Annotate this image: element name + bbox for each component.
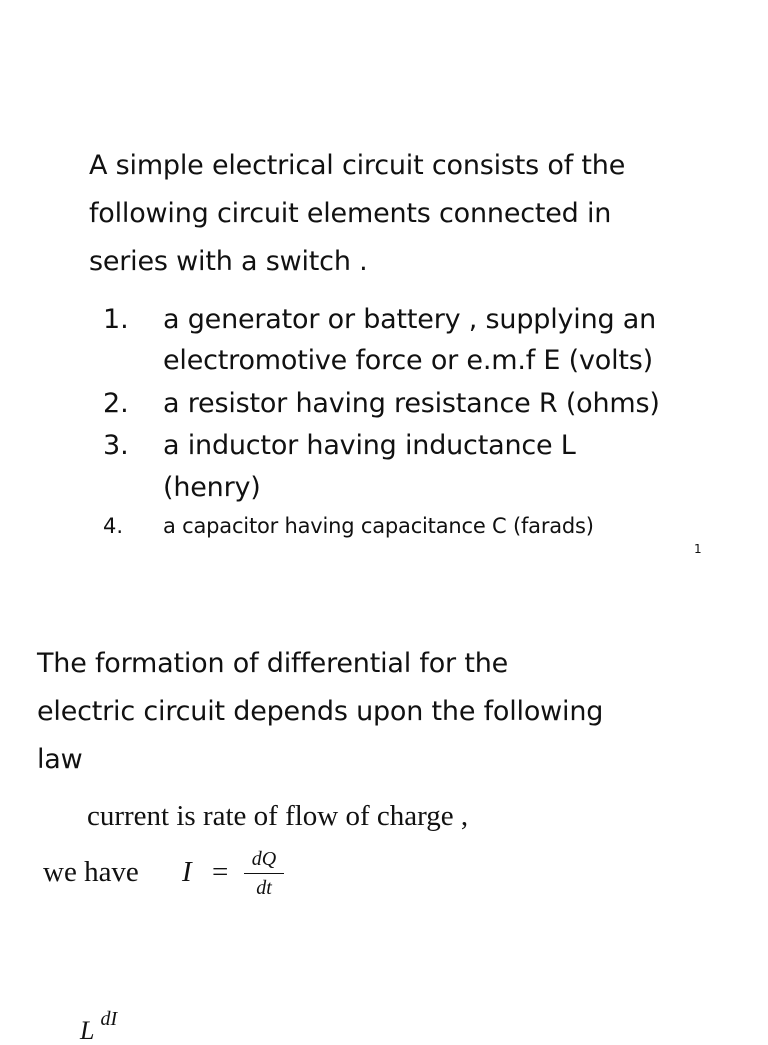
list-item-text: a inductor having inductance L [163,430,576,461]
formula-lhs: I [182,856,192,888]
list-item-number: 4. [103,514,124,538]
we-have-label: we have [43,856,139,888]
partial-formula-numerator: dI [100,1008,118,1030]
list-item-text: a capacitor having capacitance C (farads) [163,514,594,538]
fraction-bar [244,873,284,874]
slide2-intro-line: electric circuit depends upon the following [37,696,604,727]
fraction-denominator: dt [256,877,272,899]
list-item-text: a generator or battery , supplying an [163,304,657,335]
slide2-intro-line: The formation of differential for the [37,648,509,679]
slide2-intro-line: law [37,744,83,775]
list-item-number: 2. [103,388,129,419]
slide1-intro-line: A simple electrical circuit consists of the [89,150,626,181]
formula-fraction [244,848,284,899]
list-item-number: 3. [103,430,129,461]
page-number: 1 [694,542,702,556]
list-item-text: a resistor having resistance R (ohms) [163,388,660,419]
slide2-intro-paragraph [37,640,737,784]
slide1-intro-line: following circuit elements connected in [89,198,612,229]
partial-formula-coef: L [80,1016,95,1045]
list-item-text: (henry) [163,472,261,503]
list-item-number: 1. [103,304,129,335]
partial-formula [80,1002,118,1045]
list-item-text: electromotive force or e.m.f E (volts) [163,345,653,376]
law-statement: current is rate of flow of charge , [87,800,469,832]
formula-equals: = [212,856,229,888]
fraction-numerator: dQ [251,848,277,870]
slide1-intro-line: series with a switch . [89,246,368,277]
slide1-intro-paragraph [89,142,729,286]
